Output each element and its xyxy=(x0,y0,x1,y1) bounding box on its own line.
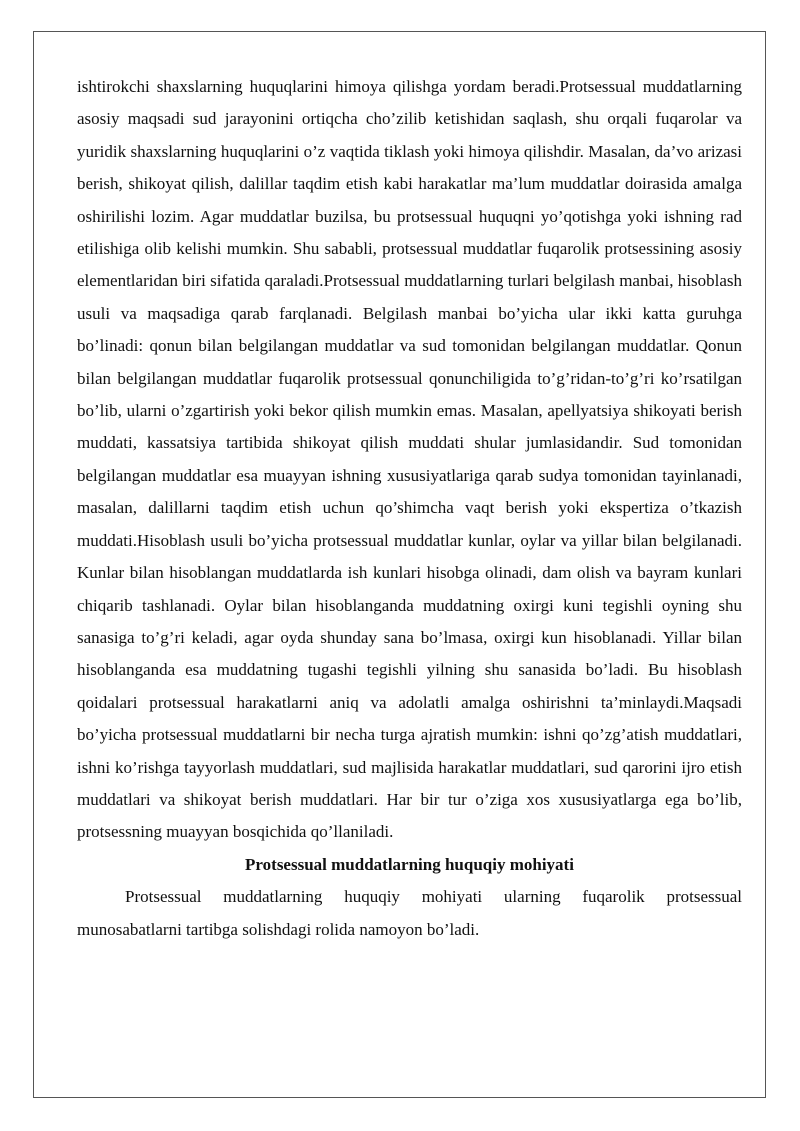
document-body xyxy=(77,71,742,946)
body-paragraph: ishtirokchi shaxslarning huquqlarini himoya qilishga yordam beradi.Protsessual muddatlarning asosiy maqsadi sud jarayonini ortiqcha cho’zilib ketishidan saqlash, shu orqali fuqarolar va yuridik shaxslarning huquqlarini o’z vaqtida tiklash yoki himoya qilishdir. Masalan, da’vo arizasi berish, shikoyat qilish, dalillar taqdim etish kabi harakatlar ma’lum muddatlar doirasida amalga oshirilishi lozim. Agar muddatlar buzilsa, bu protsessual huquqni yo’qotishga yoki ishning rad etilishiga olib kelishi mumkin. Shu sababli, protsessual muddatlar fuqarolik protsessining asosiy elementlaridan biri sifatida qaraladi.Protsessual muddatlarning turlari belgilash manbai, hisoblash usuli va maqsadiga qarab farqlanadi. Belgilash manbai bo’yicha ular ikki katta guruhga bo’linadi: qonun bilan belgilangan muddatlar va sud tomonidan belgilangan muddatlar. Qonun bilan belgilangan muddatlar fuqarolik protsessual qonunchiligida to’g’ridan-to’g’ri ko’rsatilgan bo’lib, ularni o’zgartirish yoki bekor qilish mumkin emas. Masalan, apellyatsiya shikoyati berish muddati, kassatsiya tartibida shikoyat qilish muddati shular jumlasidandir. Sud tomonidan belgilangan muddatlar esa muayyan ishning xususiyatlariga qarab sudya tomonidan tayinlanadi, masalan, dalillarni taqdim etish uchun qo’shimcha vaqt berish yoki ekspertiza o’tkazish muddati.Hisoblash usuli bo’yicha protsessual muddatlar kunlar, oylar va yillar bilan belgilanadi. Kunlar bilan hisoblangan muddatlarda ish kunlari hisobga olinadi, dam olish va bayram kunlari chiqarib tashlanadi. Oylar bilan hisoblanganda muddatning oxirgi kuni tegishli oyning shu sanasiga to’g’ri keladi, agar oyda shunday sana bo’lmasa, oxirgi kun hisoblanadi. Yillar bilan hisoblanganda esa muddatning tugashi tegishli yilning shu sanasida bo’ladi. Bu hisoblash qoidalari protsessual harakatlarni aniq va adolatli amalga oshirishni ta’minlaydi.Maqsadi bo’yicha protsessual muddatlarni bir necha turga ajratish mumkin: ishni qo’zg’atish muddatlari, ishni ko’rishga tayyorlash muddatlari, sud majlisida harakatlar muddatlari, sud qarorini ijro etish muddatlari va shikoyat berish muddatlari. Har bir tur o’ziga xos xususiyatlarga ega bo’lib, protsessning muayyan bosqichida qo’llaniladi. xyxy=(77,77,742,842)
closing-paragraph: Protsessual muddatlarning huquqiy mohiyati ularning fuqarolik protsessual munosabatlarni tartibga solishdagi rolida namoyon bo’ladi. xyxy=(77,887,742,939)
section-heading: Protsessual muddatlarning huquqiy mohiyati xyxy=(245,854,574,874)
